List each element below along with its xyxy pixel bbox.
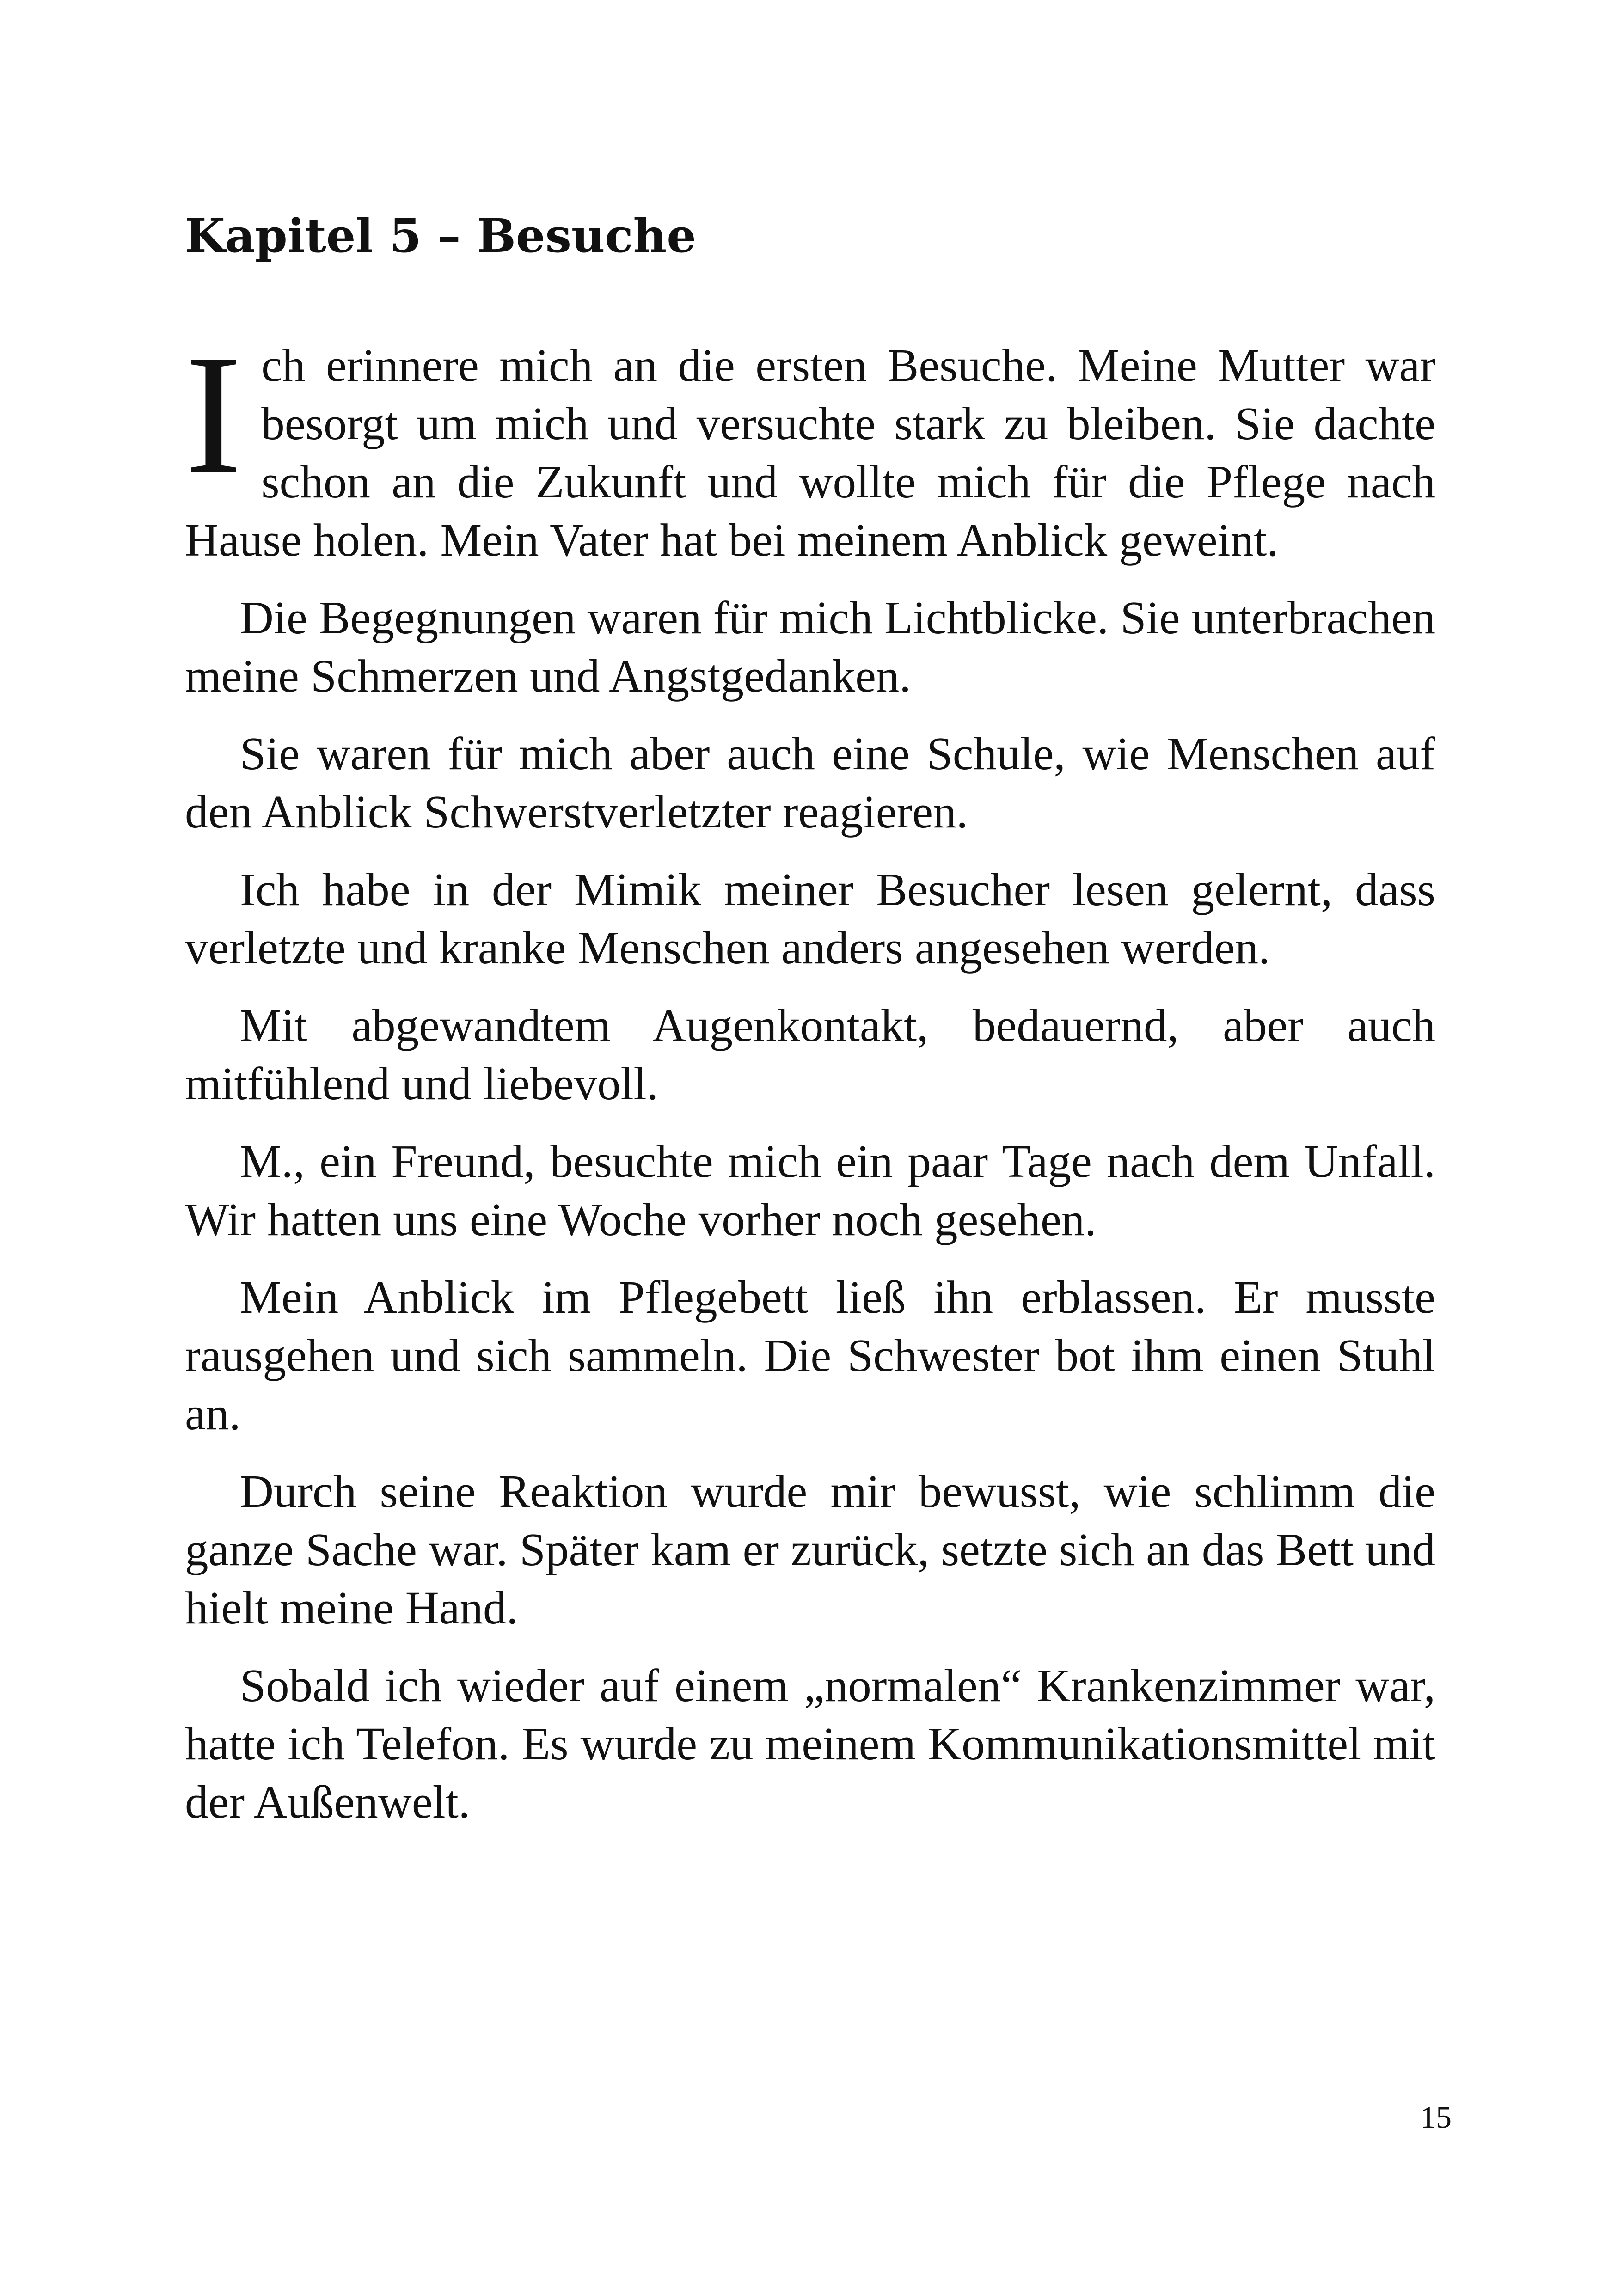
chapter-title: Kapitel 5 – Besuche: [185, 208, 696, 263]
page-number: 15: [1420, 2100, 1452, 2135]
paragraph-5: Mit abgewandtem Augenkontakt, bedauernd, aber auch mitfühlend und liebevoll.: [185, 999, 1435, 1109]
paragraph-8: Durch seine Reaktion wurde mir bewusst, wie schlimm die ganze Sache war. Später kam er zurück, setzte sich an das Bett und hielt meine Hand.: [185, 1465, 1435, 1634]
paragraph-9: Sobald ich wieder auf einem „normalen“ Krankenzimmer war, hatte ich Telefon. Es wurde zu meinem Kommunikationsmittel mit der Außenwelt.: [185, 1659, 1435, 1828]
paragraph-6: M., ein Freund, besuchte mich ein paar Tage nach dem Unfall. Wir hatten uns eine Woche vorher noch gesehen.: [185, 1135, 1435, 1245]
paragraph-7: Mein Anblick im Pflegebett ließ ihn erblassen. Er musste rausgehen und sich sammeln. Die Schwester bot ihm einen Stuhl an.: [185, 1271, 1435, 1439]
chapter-body: [185, 320, 1435, 1850]
paragraph-3: Sie waren für mich aber auch eine Schule, wie Menschen auf den Anblick Schwerstverletzter reagieren.: [185, 728, 1435, 838]
paragraph-2: Die Begegnungen waren für mich Lichtblicke. Sie unterbrachen meine Schmerzen und Angstgedanken.: [185, 592, 1435, 702]
paragraph-1-text: ch erinnere mich an die ersten Besuche. Meine Mutter war besorgt um mich und versuchte stark zu bleiben. Sie dachte schon an die Zukunft und wollte mich für die Pflege nach Hause holen. Mein Vater hat bei meinem Anblick geweint.: [185, 339, 1435, 566]
paragraph-4: Ich habe in der Mimik meiner Besucher lesen gelernt, dass verletzte und kranke Menschen anders angesehen werden.: [185, 863, 1435, 974]
paragraph-1: [185, 320, 1435, 569]
drop-cap: I: [185, 320, 242, 509]
